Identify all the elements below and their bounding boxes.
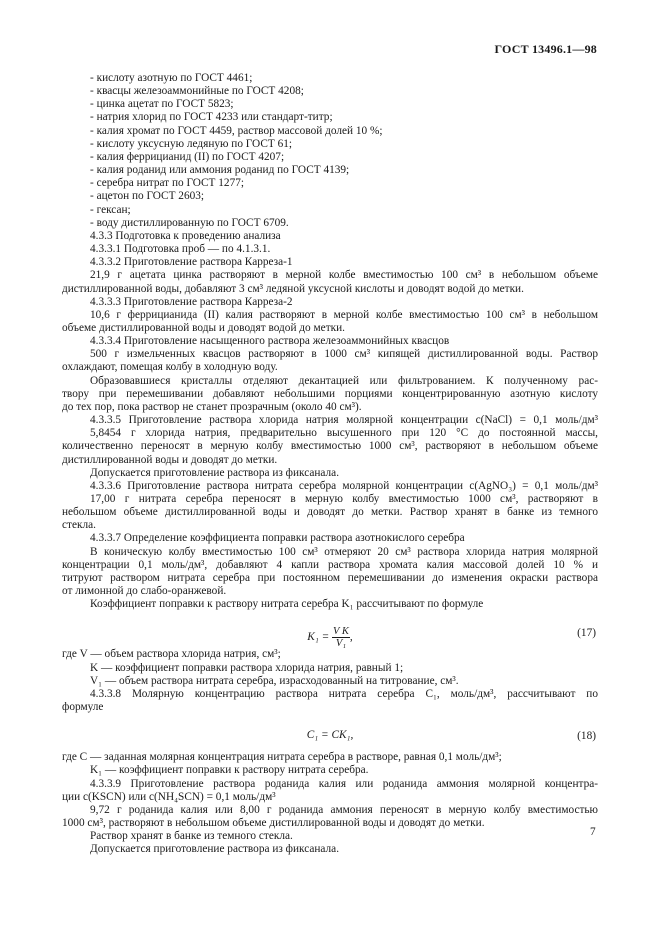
text-line: 4.3.3.8 Молярную концентрацию раствора нитрата серебра C₁, моль/дм³, рассчитывают по	[90, 687, 598, 700]
document-body	[62, 72, 598, 856]
text-line: - кислоту уксусную ледяную по ГОСТ 61;	[90, 137, 293, 150]
text-line: - ацетон по ГОСТ 2603;	[90, 190, 205, 203]
text-line: Допускается приготовление раствора из фиксанала.	[90, 466, 340, 479]
text-line: Образовавшиеся кристаллы отделяют декантацией или фильтрованием. К полученному рас-	[90, 374, 598, 387]
text-line: где V — объем раствора хлорида натрия, см³;	[62, 648, 281, 661]
text-line: от лимонной до слабо-оранжевой.	[62, 585, 227, 598]
formula-18	[62, 725, 598, 745]
text-line: - кислоту азотную по ГОСТ 4461;	[90, 72, 253, 84]
text-line: 17,00 г нитрата серебра переносят в мерную колбу вместимостью 1000 см³, растворяют в	[90, 493, 598, 505]
text-line: 4.3.3.6 Приготовление раствора нитрата серебра молярной концентрации c(AgNO₃) = 0,1 моль/дм³	[90, 479, 598, 492]
text-line: небольшом объеме дистиллированной воды и доводят до метки. Раствор хранят в банке из темного	[62, 506, 598, 519]
text-line: 5,8454 г хлорида натрия, предварительно высушенного при 120 °С до постоянной массы,	[90, 427, 598, 440]
text-line: дистиллированной воды и доводят до метки.	[62, 453, 278, 466]
formula-17-fraction	[332, 626, 350, 649]
formula-17-lhs: K₁ =	[307, 631, 330, 644]
text-line: 4.3.3.9 Приготовление раствора роданида калия или роданида аммония молярной концентра-	[90, 777, 598, 790]
text-line: 4.3.3 Подготовка к проведению анализа	[90, 229, 281, 242]
text-line: Раствор хранят в банке из темного стекла.	[90, 830, 293, 843]
text-line: В коническую колбу вместимостью 100 см³ отмеряют 20 см³ раствора хлорида натрия молярной	[90, 545, 598, 558]
text-line: стекла.	[62, 519, 96, 532]
text-line: ции c(KSCN) или c(NH₄SCN) = 0,1 моль/дм³	[62, 790, 276, 803]
text-line: K₁ — коэффициент поправки к раствору нитрата серебра.	[90, 764, 369, 777]
formula-18-expression: C₁ = CK₁,	[306, 729, 354, 742]
text-line: - цинка ацетат по ГОСТ 5823;	[90, 98, 234, 111]
text-line: - гексан;	[90, 203, 131, 216]
formula-17	[62, 622, 598, 650]
page-number: 7	[590, 826, 596, 838]
formula-17-number: (17)	[577, 627, 596, 640]
text-line: - квасцы железоаммонийные по ГОСТ 4208;	[90, 85, 304, 98]
text-line: до тех пор, пока раствор не станет прозрачным (около 40 см³).	[62, 400, 362, 413]
text-line: - калия феррицианид (II) по ГОСТ 4207;	[90, 150, 285, 163]
text-line: - натрия хлорид по ГОСТ 4233 или стандарт-титр;	[90, 111, 333, 124]
text-line: количественно переносят в мерную колбу вместимостью 1000 см³, растворяют в небольшом объеме	[62, 440, 598, 453]
text-line: дистиллированной воды, добавляют 3 см³ ледяной уксусной кислоты и доводят водой до метки.	[62, 282, 524, 295]
text-line: Коэффициент поправки к раствору нитрата серебра K₁ рассчитывают по формуле	[90, 598, 484, 611]
text-line: - калия роданид или аммония роданид по ГОСТ 4139;	[90, 164, 350, 177]
text-line: охлаждают, помещая колбу в холодную воду.	[62, 361, 278, 374]
text-line: титруют раствором нитрата серебра при постоянном перемешивании до изменения окраски раствора	[62, 571, 598, 584]
text-line: 4.3.3.4 Приготовление насыщенного раствора железоаммонийных квасцов	[90, 335, 450, 348]
text-line: - воду дистиллированную по ГОСТ 6709.	[90, 216, 289, 229]
text-line: 4.3.3.7 Определение коэффициента поправки раствора азотнокислого серебра	[90, 532, 465, 545]
text-line: объеме дистиллированной воды и доводят водой до метки.	[62, 321, 345, 334]
text-line: K — коэффициент поправки раствора хлорида натрия, равный 1;	[90, 661, 404, 674]
text-line: V₁ — объем раствора нитрата серебра, израсходованный на титрование, см³.	[90, 674, 459, 687]
formula-17-denominator: V₁	[335, 638, 346, 650]
text-line: 21,9 г ацетата цинка растворяют в мерной колбе вместимостью 100 см³ в небольшом объеме	[90, 269, 598, 282]
formula-17-numerator: V K	[333, 626, 349, 638]
text-line: Допускается приготовление раствора из фиксанала.	[90, 843, 340, 856]
text-line: твору при перемешивании добавляют небольшими порциями концентрированную азотную кислоту	[62, 387, 598, 400]
text-line: где C — заданная молярная концентрация нитрата серебра в растворе, равная 0,1 моль/дм³;	[62, 751, 502, 764]
text-line: 4.3.3.5 Приготовление раствора хлорида натрия молярной концентрации c(NaCl) = 0,1 моль/дм³	[90, 414, 598, 427]
text-line: - калия хромат по ГОСТ 4459, раствор массовой долей 10 %;	[90, 124, 383, 137]
text-line: 500 г измельченных квасцов растворяют в 1000 см³ кипящей дистиллированной воды. Раствор	[90, 348, 598, 361]
text-line: 4.3.3.2 Приготовление раствора Карреза-1	[90, 256, 293, 269]
formula-17-tail: ,	[349, 631, 353, 644]
text-line: 4.3.3.1 Подготовка проб — по 4.1.3.1.	[90, 243, 271, 256]
formula-18-number: (18)	[577, 730, 596, 743]
text-line: концентрации 0,1 моль/дм³, добавляют 4 капли раствора хромата калия массовой долей 10 % и	[62, 558, 598, 571]
text-line: 9,72 г роданида калия или 8,00 г роданида аммония переносят в мерную колбу вместимостью	[90, 803, 598, 816]
text-line: - серебра нитрат по ГОСТ 1277;	[90, 177, 245, 190]
text-line: 1000 см³, растворяют в небольшом объеме дистиллированной воды и доводят до метки.	[62, 816, 485, 829]
text-line: формуле	[62, 701, 104, 714]
text-line: 10,6 г феррицианида (II) калия растворяют в мерной колбе вместимостью 100 см³ в небольшом	[90, 308, 598, 321]
standard-header: ГОСТ 13496.1—98	[494, 42, 597, 56]
text-line: 4.3.3.3 Приготовление раствора Карреза-2	[90, 295, 293, 308]
